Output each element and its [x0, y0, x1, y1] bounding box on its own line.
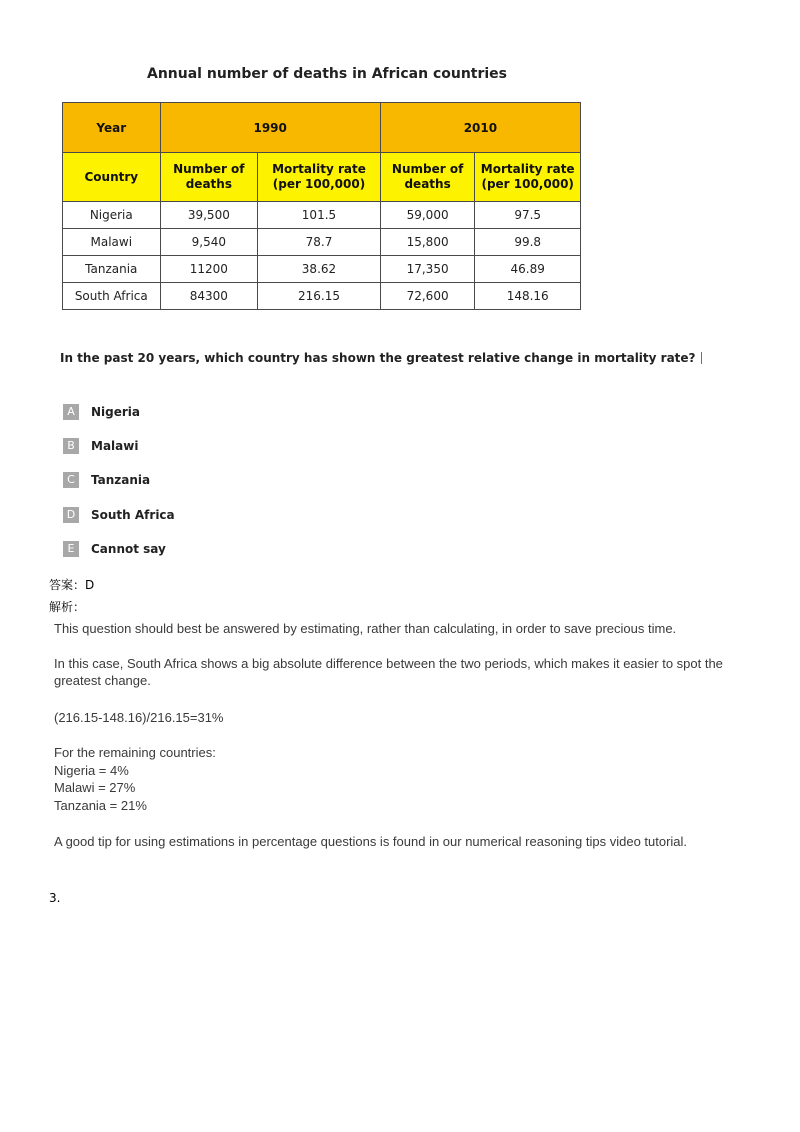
explanation-calculation: (216.15-148.16)/216.15=31% — [54, 710, 224, 725]
rate-2010-cell: 99.8 — [475, 229, 581, 256]
section-number: 3. — [49, 891, 61, 905]
rate-2010-cell: 46.89 — [475, 256, 581, 283]
rate-header-line2: (per 100,000) — [272, 177, 366, 191]
deaths-1990-cell: 11200 — [160, 256, 258, 283]
option-letter-badge: C — [63, 472, 79, 488]
year-1990-header: 1990 — [160, 103, 380, 153]
country-cell: South Africa — [63, 283, 161, 310]
explanation-case-line2: greatest change. — [54, 673, 151, 688]
rate-2010-header — [475, 153, 581, 202]
table-row — [63, 229, 581, 256]
explanation-tip: A good tip for using estimations in percentage questions is found in our numerical reasoning tips video tutorial. — [54, 834, 688, 849]
deaths-2010-header — [380, 153, 475, 202]
deaths-header-line2: deaths — [404, 177, 451, 191]
deaths-table — [62, 102, 581, 310]
option-label: Cannot say — [91, 542, 166, 556]
option-letter-badge: E — [63, 541, 79, 557]
option-e[interactable] — [63, 540, 166, 558]
option-letter-badge: B — [63, 438, 79, 454]
rate-2010-cell: 97.5 — [475, 202, 581, 229]
option-label: Nigeria — [91, 405, 141, 419]
text-cursor — [701, 352, 702, 364]
country-header: Country — [63, 153, 161, 202]
deaths-2010-cell: 15,800 — [380, 229, 475, 256]
rate-header-line1: Mortality rate — [272, 162, 366, 176]
option-label: Tanzania — [91, 473, 151, 487]
explanation-intro: This question should best be answered by estimating, rather than calculating, in order to save precious time. — [54, 621, 677, 636]
deaths-2010-cell: 59,000 — [380, 202, 475, 229]
option-letter-badge: A — [63, 404, 79, 420]
question-text — [60, 351, 702, 365]
table-row — [63, 283, 581, 310]
column-header-row — [63, 153, 581, 202]
rate-1990-cell: 101.5 — [258, 202, 381, 229]
deaths-header-line1: Number of — [173, 162, 245, 176]
rate-1990-cell: 216.15 — [258, 283, 381, 310]
explanation-case-line1: In this case, South Africa shows a big absolute difference between the two periods, which makes it easier to spot the — [54, 656, 723, 671]
deaths-1990-cell: 39,500 — [160, 202, 258, 229]
deaths-1990-cell: 84300 — [160, 283, 258, 310]
country-cell: Malawi — [63, 229, 161, 256]
deaths-2010-cell: 72,600 — [380, 283, 475, 310]
country-cell: Tanzania — [63, 256, 161, 283]
explanation-malawi: Malawi = 27% — [54, 780, 136, 795]
option-label: South Africa — [91, 508, 175, 522]
question-label: In the past 20 years, which country has shown the greatest relative change in mortality rate? — [60, 351, 696, 365]
option-letter-badge: D — [63, 507, 79, 523]
rate-1990-cell: 38.62 — [258, 256, 381, 283]
option-label: Malawi — [91, 439, 139, 453]
rate-header-line2: (per 100,000) — [481, 177, 574, 191]
deaths-1990-header — [160, 153, 258, 202]
year-header-cell: Year — [63, 103, 161, 153]
analysis-label: 解析： — [49, 600, 86, 614]
table-title: Annual number of deaths in African countries — [147, 66, 508, 82]
option-c[interactable] — [63, 471, 150, 489]
table-row — [63, 256, 581, 283]
option-d[interactable] — [63, 506, 175, 524]
country-cell: Nigeria — [63, 202, 161, 229]
deaths-header-line1: Number of — [391, 162, 464, 176]
rate-1990-cell: 78.7 — [258, 229, 381, 256]
deaths-1990-cell: 9,540 — [160, 229, 258, 256]
explanation-remaining-label: For the remaining countries: — [54, 745, 216, 760]
option-a[interactable] — [63, 403, 140, 421]
rate-2010-cell: 148.16 — [475, 283, 581, 310]
deaths-header-line2: deaths — [185, 177, 232, 191]
table-row — [63, 202, 581, 229]
option-b[interactable] — [63, 437, 138, 455]
explanation-tanzania: Tanzania = 21% — [54, 798, 147, 813]
year-header-row — [63, 103, 581, 153]
rate-1990-header — [258, 153, 381, 202]
deaths-2010-cell: 17,350 — [380, 256, 475, 283]
explanation-nigeria: Nigeria = 4% — [54, 763, 129, 778]
year-2010-header: 2010 — [380, 103, 580, 153]
rate-header-line1: Mortality rate — [480, 162, 575, 176]
answer-line: 答案：D — [49, 578, 95, 592]
